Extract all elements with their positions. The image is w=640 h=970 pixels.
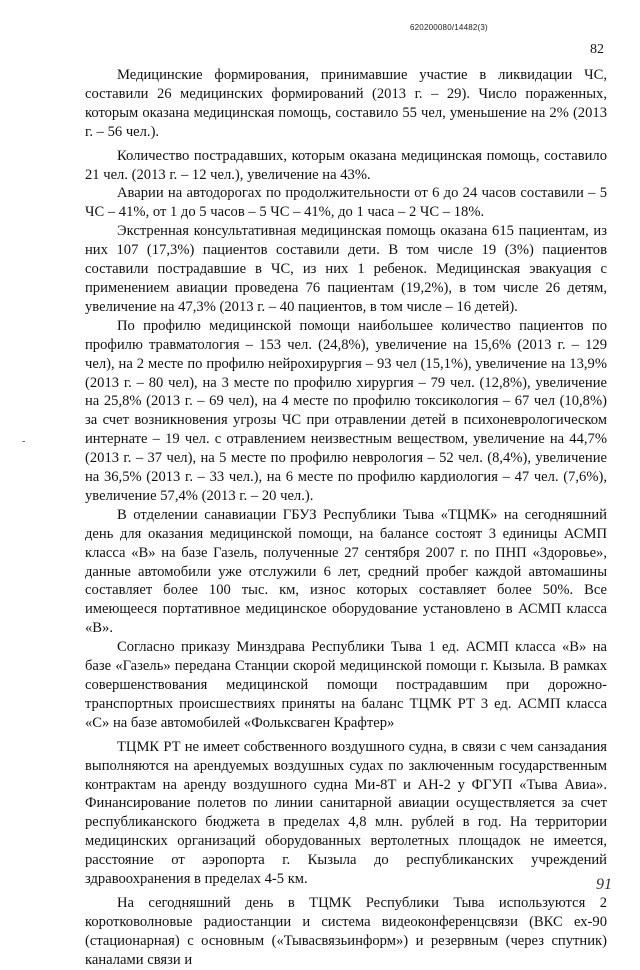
paragraph-ambulance-transfer: Согласно приказу Минздрава Республики Тыва 1 ед. АСМП класса «В» на базе «Газель» передана Станции скорой медицинской помощи г. Кызыла. В рамках совершенствования медицинской помощи пострадавшим при дорожно-транспортных происшествиях приняты на баланс ТЦМК РТ 3 ед. АСМП класса «С» на базе автомобилей «Фольксваген Крафтер» — [85, 639, 607, 731]
paragraph-aircraft: ТЦМК РТ не имеет собственного воздушного судна, в связи с чем санзадания выполняются на арендуемых воздушных судах по заключенным государственным контрактам на аренду воздушного судна Ми-8Т и АН-2 у ФГУП «Тыва Авиа». Финансирование полетов по линии санитарной авиации осуществляется за счет республиканского бюджета в пределах 4,8 млн. рублей в год. На территории медицинских организаций оборудованных вертолетных площадок не имеется, расстояние от аэропорта г. Кызыла до республиканских учреждений здравоохранения в пределах 4-5 км. — [85, 738, 607, 888]
document-body — [85, 66, 607, 970]
paragraph-emergency-consult: Экстренная консультативная медицинская помощь оказана 615 пациентам, из них 107 (17,3%) пациентов составили дети. В том числе 19 (3%) пациентов составили пострадавшие в ЧС, из них 1 ребенок. Медицинская эвакуация с применением авиации проведена 76 пациентам (19,2%), в том числе 26 детям, увеличение на 47,3% (2013 г. – 40 пациентов, в том числе – 16 детей). — [85, 223, 607, 315]
paragraph-profile-stats: По профилю медицинской помощи наибольшее количество пациентов по профилю травматология – 153 чел. (24,8%), увеличение на 15,6% (2013 г. – 129 чел), на 2 месте по профилю нейрохирургия – 93 чел (15,1%), увеличение на 13,9% (2013 г. – 80 чел), на 3 месте по профилю хирургия – 79 чел. (12,8%), увеличение на 25,8% (2013 г. – 69 чел), на 4 месте по профилю токсикология – 67 чел (10,8%) за счет возникновения угрозы ЧС при отравлении детей в психоневрологическом интернате – 19 чел. с отравлением неизвестным веществом, увеличение на 44,7% (2013 г. – 37 чел), на 5 месте по профилю неврология – 52 чел. (8,4%), увеличение на 36,5% (2013 г. – 33 чел.), на 6 месте по профилю кардиология – 47 чел. (7,6%), увеличение 57,4% (2013 г. – 20 чел.). — [85, 317, 607, 504]
paragraph-radio-comms: На сегодняшний день в ТЦМК Республики Тыва используются 2 коротковолновые радиостанции и система видеоконференцсвязи (ВКС ех-90 (стационарная) с основным («Тывасвязьинформ») и резервным (через спутник) каналами связи и — [85, 894, 607, 968]
page-number: 82 — [590, 42, 604, 57]
paragraph-sanaviation-fleet: В отделении санавиации ГБУЗ Республики Тыва «ТЦМК» на сегодняшний день для оказания медицинской помощи, на балансе состоят 3 единицы АСМП класса «В» на базе Газель, полученные 27 сентября 2007 г. по ПНП «Здоровье», данные автомобили уже отслужили 6 лет, средний пробег каждой автомашины составляет более 100 тыс. км, износ которых составляет более 50%. Все имеющееся портативное медицинское оборудование установлено в АСМП класса «В». — [85, 506, 607, 637]
handwritten-page-mark: 91 — [596, 876, 612, 893]
document-number: 620200080/14482(3) — [410, 23, 488, 32]
paragraph-road-accidents: Аварии на автодорогах по продолжительности от 6 до 24 часов составили – 5 ЧС – 41%, от 1 до 5 часов – 5 ЧС – 41%, до 1 часа – 2 ЧС – 18%. — [85, 185, 607, 221]
paragraph-victims-count: Количество пострадавших, которым оказана медицинская помощь, составило 21 чел. (2013 г. – 12 чел.), увеличение на 43%. — [85, 147, 607, 183]
margin-tick-mark: - — [22, 436, 26, 447]
paragraph-medical-units: Медицинские формирования, принимавшие участие в ликвидации ЧС, составили 26 медицинских формирований (2013 г. – 29). Число пораженных, которым оказана медицинская помощь, составило 55 чел, уменьшение на 2% (2013 г. – 56 чел.). — [85, 67, 607, 140]
